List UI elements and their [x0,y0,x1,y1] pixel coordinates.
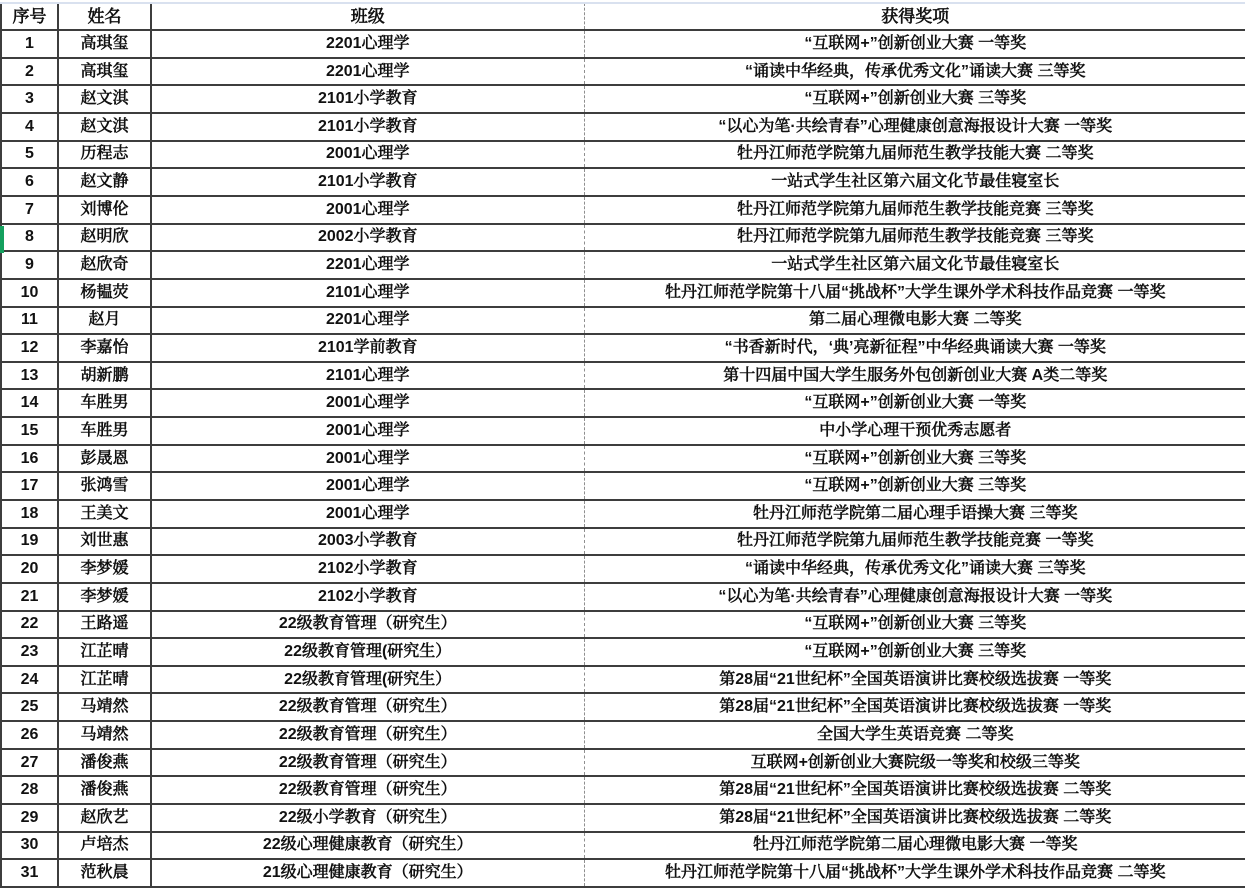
table-row [1,85,1245,113]
award-cell[interactable]: 牡丹江师范学院第二届心理手语操大赛 三等奖 [584,500,1245,528]
serial-cell[interactable]: 11 [1,307,58,335]
class-cell[interactable]: 22级教育管理(研究生） [151,666,584,694]
class-cell[interactable]: 21级心理健康教育（研究生） [151,859,584,887]
serial-cell[interactable]: 13 [1,362,58,390]
class-cell[interactable]: 2001心理学 [151,500,584,528]
table-row [1,251,1245,279]
award-cell[interactable]: 牡丹江师范学院第九届师范生教学技能竞赛 一等奖 [584,528,1245,556]
serial-cell[interactable]: 23 [1,638,58,666]
name-cell[interactable]: 范秋晨 [58,859,151,887]
award-cell[interactable]: “书香新时代，‘典’亮新征程”中华经典诵读大赛 一等奖 [584,334,1245,362]
award-cell[interactable]: “互联网+”创新创业大赛 三等奖 [584,472,1245,500]
serial-cell[interactable]: 24 [1,666,58,694]
name-cell[interactable]: 潘俊燕 [58,749,151,777]
serial-cell[interactable]: 14 [1,389,58,417]
serial-cell[interactable]: 22 [1,611,58,639]
class-cell[interactable]: 2001心理学 [151,417,584,445]
name-cell[interactable]: 赵文淇 [58,113,151,141]
table-row [1,113,1245,141]
serial-cell[interactable]: 27 [1,749,58,777]
serial-cell[interactable]: 19 [1,528,58,556]
award-cell[interactable]: “互联网+”创新创业大赛 三等奖 [584,611,1245,639]
table-row [1,528,1245,556]
name-cell[interactable]: 赵文淇 [58,85,151,113]
serial-cell[interactable]: 31 [1,859,58,887]
class-cell[interactable]: 2102小学教育 [151,555,584,583]
award-cell[interactable]: 第二届心理微电影大赛 二等奖 [584,307,1245,335]
name-cell[interactable]: 张鸿雪 [58,472,151,500]
name-cell[interactable]: 车胜男 [58,389,151,417]
award-cell[interactable]: 牡丹江师范学院第九届师范生教学技能竞赛 三等奖 [584,196,1245,224]
serial-cell[interactable]: 2 [1,58,58,86]
serial-cell[interactable]: 20 [1,555,58,583]
award-cell[interactable]: 牡丹江师范学院第十八届“挑战杯”大学生课外学术科技作品竞赛 二等奖 [584,859,1245,887]
serial-cell[interactable]: 28 [1,776,58,804]
table-row [1,721,1245,749]
table-row [1,859,1245,887]
table-row [1,583,1245,611]
award-cell[interactable]: 牡丹江师范学院第二届心理微电影大赛 一等奖 [584,832,1245,860]
name-cell[interactable]: 江芷晴 [58,638,151,666]
name-cell[interactable]: 马靖然 [58,721,151,749]
class-cell[interactable]: 22级心理健康教育（研究生） [151,832,584,860]
award-cell[interactable]: 中小学心理干预优秀志愿者 [584,417,1245,445]
table-row [1,638,1245,666]
class-cell[interactable]: 22级教育管理（研究生） [151,611,584,639]
serial-cell[interactable]: 10 [1,279,58,307]
class-cell[interactable]: 2201心理学 [151,58,584,86]
table-row [1,500,1245,528]
serial-cell[interactable]: 18 [1,500,58,528]
class-cell[interactable]: 22级教育管理（研究生） [151,776,584,804]
name-cell[interactable]: 李梦媛 [58,583,151,611]
award-cell[interactable]: “诵读中华经典，传承优秀文化”诵读大赛 三等奖 [584,58,1245,86]
table-row [1,224,1245,252]
award-cell[interactable]: 牡丹江师范学院第十八届“挑战杯”大学生课外学术科技作品竞赛 一等奖 [584,279,1245,307]
serial-cell[interactable]: 29 [1,804,58,832]
serial-cell[interactable]: 26 [1,721,58,749]
class-cell[interactable]: 2002小学教育 [151,224,584,252]
serial-cell[interactable]: 3 [1,85,58,113]
serial-cell[interactable]: 21 [1,583,58,611]
award-cell[interactable]: 第十四届中国大学生服务外包创新创业大赛 A类二等奖 [584,362,1245,390]
name-cell[interactable]: 江芷晴 [58,666,151,694]
name-cell[interactable]: 高琪玺 [58,58,151,86]
table-row [1,417,1245,445]
award-cell[interactable]: “以心为笔·共绘青春”心理健康创意海报设计大赛 一等奖 [584,113,1245,141]
header-cell-award[interactable]: 获得奖项 [584,3,1245,31]
class-cell[interactable]: 2101心理学 [151,279,584,307]
class-cell[interactable]: 2102小学教育 [151,583,584,611]
class-cell[interactable]: 2001心理学 [151,472,584,500]
serial-cell[interactable]: 15 [1,417,58,445]
table-row [1,749,1245,777]
header-cell-name[interactable]: 姓名 [58,3,151,31]
award-cell[interactable]: 一站式学生社区第六届文化节最佳寝室长 [584,168,1245,196]
name-cell[interactable]: 马靖然 [58,693,151,721]
class-cell[interactable]: 2001心理学 [151,389,584,417]
row8-selection-marker [0,226,4,254]
awards-table [0,2,1245,888]
class-cell[interactable]: 2101小学教育 [151,85,584,113]
table-row [1,693,1245,721]
name-cell[interactable]: 卢培杰 [58,832,151,860]
award-cell[interactable]: “互联网+”创新创业大赛 三等奖 [584,638,1245,666]
class-cell[interactable]: 2001心理学 [151,196,584,224]
name-cell[interactable]: 赵欣奇 [58,251,151,279]
name-cell[interactable]: 李梦媛 [58,555,151,583]
award-cell[interactable]: 第28届“21世纪杯”全国英语演讲比赛校级选拔赛 二等奖 [584,776,1245,804]
table-row [1,389,1245,417]
name-cell[interactable]: 彭晟恩 [58,445,151,473]
name-cell[interactable]: 历程志 [58,141,151,169]
table-row [1,804,1245,832]
name-cell[interactable]: 王美文 [58,500,151,528]
class-cell[interactable]: 2101小学教育 [151,168,584,196]
serial-cell[interactable]: 7 [1,196,58,224]
award-cell[interactable]: 牡丹江师范学院第九届师范生教学技能竞赛 三等奖 [584,224,1245,252]
award-cell[interactable]: “互联网+”创新创业大赛 一等奖 [584,389,1245,417]
serial-cell[interactable]: 1 [1,30,58,58]
header-cell-class[interactable]: 班级 [151,3,584,31]
table-row [1,334,1245,362]
class-cell[interactable]: 2101小学教育 [151,113,584,141]
award-cell[interactable]: 第28届“21世纪杯”全国英语演讲比赛校级选拔赛 一等奖 [584,693,1245,721]
name-cell[interactable]: 车胜男 [58,417,151,445]
serial-cell[interactable]: 5 [1,141,58,169]
serial-cell[interactable]: 16 [1,445,58,473]
header-cell-serial[interactable]: 序号 [1,3,58,31]
award-cell[interactable]: 第28届“21世纪杯”全国英语演讲比赛校级选拔赛 二等奖 [584,804,1245,832]
table-row [1,58,1245,86]
table-row [1,362,1245,390]
name-cell[interactable]: 赵文静 [58,168,151,196]
award-cell[interactable]: “诵读中华经典，传承优秀文化”诵读大赛 三等奖 [584,555,1245,583]
serial-cell[interactable]: 4 [1,113,58,141]
table-row [1,776,1245,804]
header-row [1,3,1245,31]
award-cell[interactable]: “互联网+”创新创业大赛 一等奖 [584,30,1245,58]
name-cell[interactable]: 高琪玺 [58,30,151,58]
award-cell[interactable]: 一站式学生社区第六届文化节最佳寝室长 [584,251,1245,279]
table-row [1,279,1245,307]
serial-cell[interactable]: 6 [1,168,58,196]
table-row [1,472,1245,500]
table-row [1,30,1245,58]
award-cell[interactable]: 互联网+创新创业大赛院级一等奖和校级三等奖 [584,749,1245,777]
serial-cell[interactable]: 25 [1,693,58,721]
spreadsheet-view [0,2,1245,888]
name-cell[interactable]: 胡新鹏 [58,362,151,390]
table-row [1,307,1245,335]
award-cell[interactable]: 牡丹江师范学院第九届师范生教学技能大赛 二等奖 [584,141,1245,169]
class-cell[interactable]: 22级教育管理（研究生） [151,721,584,749]
name-cell[interactable]: 杨韫荧 [58,279,151,307]
name-cell[interactable]: 王路遥 [58,611,151,639]
table-row [1,168,1245,196]
table-row [1,445,1245,473]
table-row [1,832,1245,860]
table-row [1,666,1245,694]
serial-cell[interactable]: 9 [1,251,58,279]
name-cell[interactable]: 李嘉怡 [58,334,151,362]
table-row [1,141,1245,169]
class-cell[interactable]: 22级教育管理(研究生） [151,638,584,666]
name-cell[interactable]: 刘世惠 [58,528,151,556]
class-cell[interactable]: 2001心理学 [151,141,584,169]
class-cell[interactable]: 2001心理学 [151,445,584,473]
name-cell[interactable]: 赵欣艺 [58,804,151,832]
class-cell[interactable]: 2201心理学 [151,251,584,279]
class-cell[interactable]: 2201心理学 [151,307,584,335]
name-cell[interactable]: 潘俊燕 [58,776,151,804]
top-edge-strip [0,2,1245,4]
class-cell[interactable]: 2101学前教育 [151,334,584,362]
name-cell[interactable]: 赵月 [58,307,151,335]
class-cell[interactable]: 22级教育管理（研究生） [151,693,584,721]
name-cell[interactable]: 刘博伦 [58,196,151,224]
class-cell[interactable]: 22级教育管理（研究生） [151,749,584,777]
table-row [1,555,1245,583]
serial-cell[interactable]: 8 [1,224,58,252]
class-cell[interactable]: 2101心理学 [151,362,584,390]
award-cell[interactable]: 第28届“21世纪杯”全国英语演讲比赛校级选拔赛 一等奖 [584,666,1245,694]
serial-cell[interactable]: 17 [1,472,58,500]
serial-cell[interactable]: 30 [1,832,58,860]
serial-cell[interactable]: 12 [1,334,58,362]
name-cell[interactable]: 赵明欣 [58,224,151,252]
award-cell[interactable]: “互联网+”创新创业大赛 三等奖 [584,85,1245,113]
table-row [1,611,1245,639]
class-cell[interactable]: 2003小学教育 [151,528,584,556]
class-cell[interactable]: 2201心理学 [151,30,584,58]
table-row [1,196,1245,224]
award-cell[interactable]: 全国大学生英语竞赛 二等奖 [584,721,1245,749]
award-cell[interactable]: “以心为笔·共绘青春”心理健康创意海报设计大赛 一等奖 [584,583,1245,611]
award-cell[interactable]: “互联网+”创新创业大赛 三等奖 [584,445,1245,473]
class-cell[interactable]: 22级小学教育（研究生） [151,804,584,832]
